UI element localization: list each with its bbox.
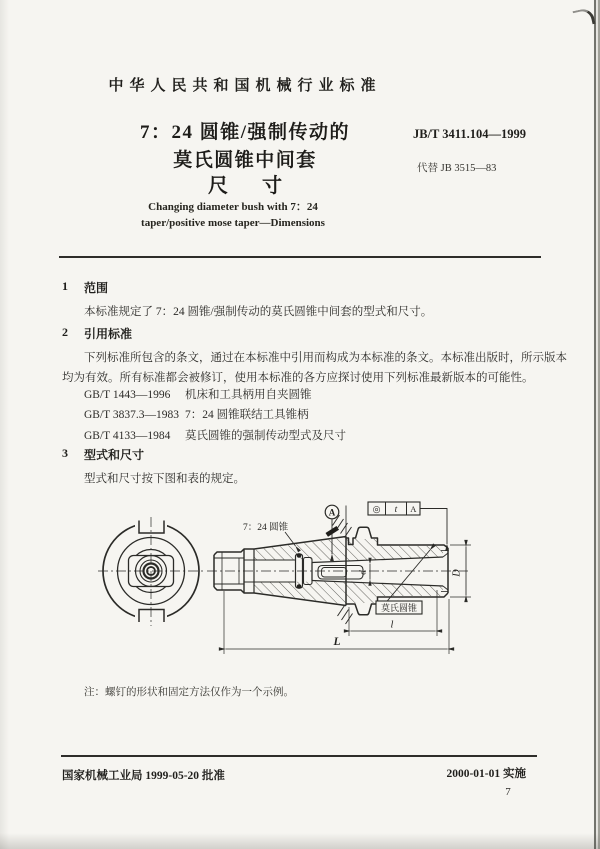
footer-implementation-date: 2000-01-01 实施 — [446, 768, 526, 780]
header-rule — [59, 256, 541, 258]
section-2-heading — [62, 325, 132, 342]
section-3-paragraph: 型式和尺寸按下图和表的规定。 — [84, 473, 245, 485]
section-2-title: 引用标准 — [84, 327, 133, 341]
section-3-heading — [62, 446, 144, 463]
replaces-note: 代替 JB 3515—83 — [417, 163, 497, 174]
dim-label-L: L — [333, 636, 341, 648]
tolerance-datum-ref: A — [410, 503, 417, 514]
dim-label-l: l — [390, 619, 394, 631]
section-1-paragraph: 本标准规定了 7：24 圆锥/强制传动的莫氏圆锥中间套的型式和尺寸。 — [84, 306, 433, 318]
title-size-char-2: 寸 — [262, 175, 282, 197]
technical-drawing — [60, 488, 560, 672]
title-zh-line1: 7：24 圆锥/强制传动的 — [139, 122, 351, 143]
reference-code: GB/T 4133—1984 — [84, 429, 171, 442]
section-2-paragraph-line1: 下列标准所包含的条文，通过在本标准中引用而构成为本标准的条文。本标准出版时，所示版本 — [84, 352, 567, 364]
org-title: 中华人民共和国机械行业标准 — [108, 78, 382, 94]
reference-row — [84, 405, 346, 425]
page-number: 7 — [505, 786, 511, 798]
reference-row — [84, 385, 346, 405]
footer-rule — [61, 755, 537, 757]
title-zh-line2: 莫氏圆锥中间套 — [173, 150, 317, 171]
dim-label-d: d — [357, 570, 368, 575]
reference-code: GB/T 3837.3—1983 — [84, 409, 179, 422]
section-2-paragraph-line2: 均为有效。所有标准都会被修订，使用本标准的各方应探讨使用下列标准最新版本的可能性。 — [62, 372, 534, 384]
reference-code: GB/T 1443—1996 — [84, 389, 171, 401]
title-en-line1: Changing diameter bush with 7：24 — [148, 201, 318, 213]
section-1-title: 范围 — [84, 281, 109, 295]
footer-approval: 国家机械工业局 1999-05-20 批准 — [62, 770, 225, 782]
reference-list — [84, 385, 346, 446]
datum-letter-label: A — [328, 507, 336, 518]
end-view — [98, 517, 206, 626]
reference-title: 莫氏圆锥的强制传动型式及尺寸 — [185, 429, 346, 442]
section-2-number: 2 — [62, 325, 68, 339]
title-en-line2: taper/positive mose taper—Dimensions — [141, 217, 325, 229]
standard-number: JB/T 3411.104—1999 — [413, 127, 526, 141]
reference-row — [84, 426, 346, 446]
section-1-number: 1 — [62, 279, 68, 293]
section-3-title: 型式和尺寸 — [84, 448, 145, 462]
scan-corner-mark — [572, 7, 595, 28]
tolerance-value: t — [394, 504, 398, 515]
reference-title: 机床和工具柄用自夹圆锥 — [185, 389, 312, 401]
section-3-number: 3 — [62, 446, 68, 460]
section-1-heading — [62, 279, 108, 296]
title-size-char-1: 尺 — [208, 175, 228, 197]
scan-edge-line — [594, 0, 596, 849]
section-view — [207, 527, 468, 615]
morse-taper-label: 莫氏圆锥 — [380, 603, 418, 613]
reference-title: 7：24 圆锥联结工具锥柄 — [185, 409, 309, 422]
taper-label: 7：24 圆锥 — [243, 523, 289, 533]
tolerance-symbol-concentricity: ◎ — [372, 503, 381, 514]
figure-note: 注：螺钉的形状和固定方法仅作为一个示例。 — [84, 687, 294, 698]
dim-label-D: D — [451, 569, 463, 577]
